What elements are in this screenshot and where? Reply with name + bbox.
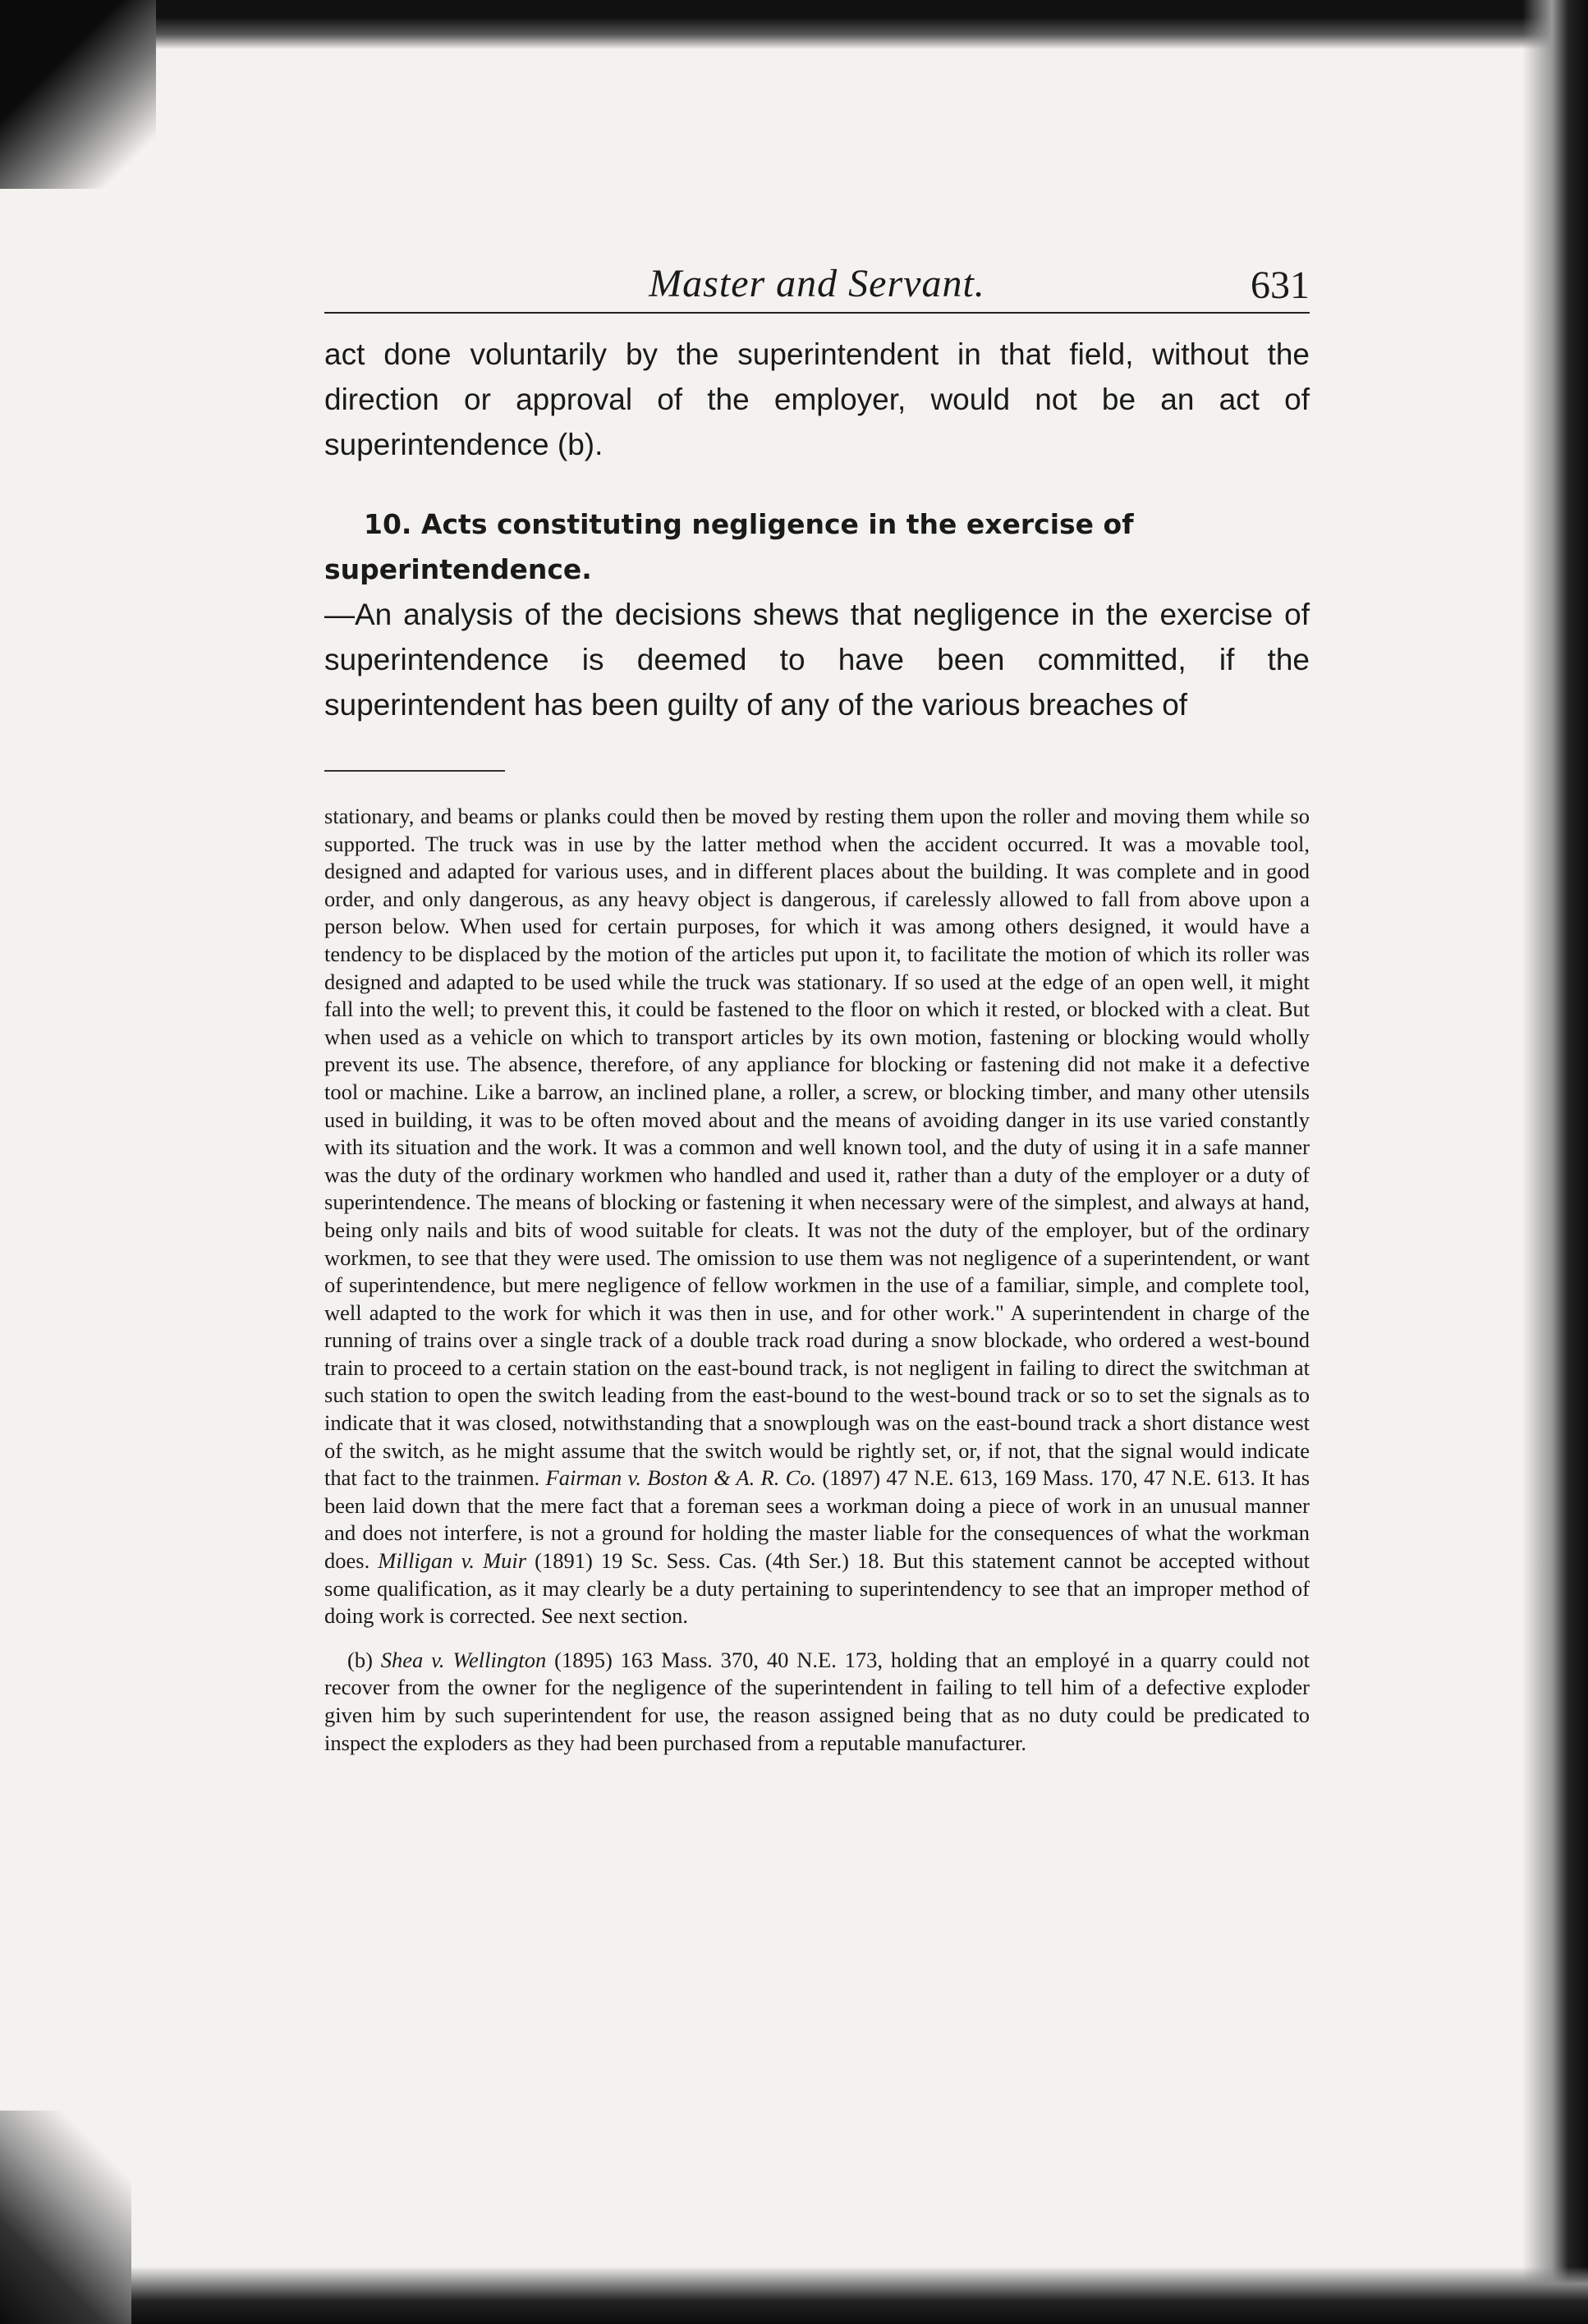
footnote-text: (1897) 47 N.E. 613, 169 Mass. 170, 47 N.E. 613. It has been laid down that the mere fact that a foreman sees a workman doing a piece of work in an unusual manner and does not interfere, is not a ground for holding the master liable for the consequences of what the workman does. [324, 1465, 1310, 1574]
footnote-text: stationary, and beams or planks could then be moved by resting them upon the roller and moving them while so supported. The truck was in use by the latter method when the accident occurred. It was a movable tool, designed and adapted for various uses, and in different places about the building. It was complete and in good order, and only dangerous, as any heavy object is dangerous, if carelessly allowed to fall from above upon a person below. When used for certain purposes, for which it was among others designed, it would have a tendency to be displaced by the motion of the articles put upon it, to facilitate the motion of which its roller was designed and adapted to be used while the truck was stationary. If so used at the edge of an open well, it might fall into the well; to prevent this, it could be fastened to the floor on which it rested, or blocked with a cleat. But when used as a vehicle on which to transport articles by its own motion, fastening or blocking would wholly prevent its use. The absence, therefore, of any appliance for blocking or fastening did not make it a defective tool or machine. Like a barrow, an inclined plane, a roller, a screw, or blocking timber, and many other utensils used in building, it was to be often moved about and the means of avoiding danger in its use varied constantly with its situation and the work. It was a common and well known tool, and the duty of using it in a safe manner was the duty of the ordinary workmen who handled and used it, rather than a duty of the employer or a duty of superintendence. The means of blocking or fastening it when necessary were of the simplest, and always at hand, being only nails and bits of wood suitable for cleats. It was not the duty of the employer, but of the ordinary workmen, to see that they were used. The omission to use them was not negligence of a superintendent, or want of superintendence, but mere negligence of fellow workmen in the use of a familiar, simple, and complete tool, well adapted to the work for which it was then in use, and for other work." A superintendent in charge of the running of trains over a single track of a double track road during a snow blockade, who ordered a west-bound train to proceed to a certain station on the east-bound track, is not negligent in failing to direct the switchman at such station to open the switch leading from the east-bound to the west-bound track or so to set the signals as to indicate that it was closed, notwithstanding that a snowplough was on the east-bound track a short distance west of the switch, as he might assume that the switch would be rightly set, or, if not, that the signal would indicate that fact to the trainmen. [324, 804, 1310, 1491]
paragraph-continued: act done voluntarily by the superintendent in that field, without the direction or approval of the employer, would not be an act of superintendence (b). [324, 337, 1310, 461]
scan-border-left-top [0, 0, 156, 189]
running-title: Master and Servant. [649, 262, 985, 305]
book-page [324, 254, 1310, 1757]
footnote-divider [324, 770, 505, 772]
scan-border-right [1522, 0, 1588, 2324]
section-10 [324, 502, 1310, 727]
footnote-text: (1895) 163 Mass. 370, 40 N.E. 173, holding that an employé in a quarry could not recover from the owner for the negligence of the superintendent in failing to tell him of a defective exploder given him by such superintendent for use, the reason assigned being that as no duty could be predicated to inspect the exploders as they had been purchased from a reputable manufacturer. [324, 1647, 1310, 1755]
footnote-text: (1891) 19 Sc. Sess. Cas. (4th Ser.) 18. But this statement cannot be accepted without some qualification, as it may clearly be a duty pertaining to superintendency to see that an improper method of doing work is corrected. See next section. [324, 1548, 1310, 1629]
section-body: —An analysis of the decisions shews that negligence in the exercise of superintendence is deemed to have been committed, if the superintendent has been guilty of any of the various breaches of [324, 598, 1310, 722]
footnote-continued [324, 803, 1310, 1630]
section-heading: 10. Acts constituting negligence in the exercise of superintendence. [324, 508, 1134, 585]
case-citation: Shea v. Wellington [380, 1647, 547, 1672]
scan-border-top [0, 0, 1588, 49]
scan-border-left-bottom [0, 2111, 131, 2324]
page-number: 631 [1251, 264, 1310, 307]
case-citation: Milligan v. Muir [378, 1548, 527, 1574]
footnote-marker: (b) [347, 1647, 381, 1672]
scan-border-bottom [0, 2267, 1588, 2324]
footnote-b [324, 1647, 1310, 1757]
case-citation: Fairman v. Boston & A. R. Co. [545, 1465, 817, 1491]
running-head [324, 254, 1310, 314]
